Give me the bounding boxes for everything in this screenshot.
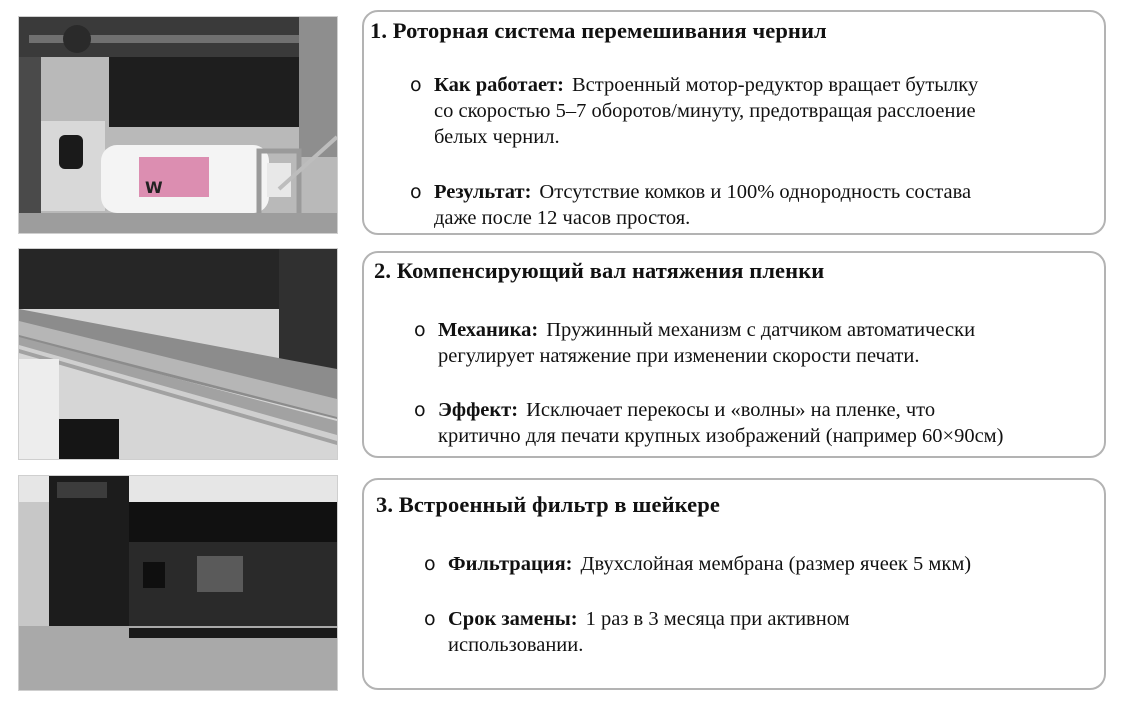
- item-text: использовании.: [448, 634, 584, 656]
- tension-roller-photo: [18, 248, 338, 460]
- item-text: даже после 12 часов простоя.: [434, 207, 691, 229]
- list-item: [424, 551, 972, 577]
- item-text: 1 раз в 3 месяца при активном: [585, 608, 850, 630]
- section-card-tension-roller: [362, 251, 1106, 458]
- item-text: Встроенный мотор-редуктор вращает бутылку: [571, 74, 979, 96]
- section-title: 1. Роторная система перемешивания чернил: [370, 18, 827, 43]
- list-item: [410, 179, 972, 231]
- item-text: Пружинный механизм с датчиком автоматически: [546, 319, 976, 341]
- item-text: Исключает перекосы и «волны» на пленке, что: [526, 399, 936, 421]
- item-label: Механика:: [438, 319, 539, 341]
- item-text: белых чернил.: [434, 126, 560, 148]
- bullet-icon: o: [410, 74, 422, 96]
- section-card-rotor-mixing: [362, 10, 1106, 235]
- bullet-icon: o: [414, 399, 426, 421]
- item-label: Фильтрация:: [448, 553, 573, 575]
- item-text: Двухслойная мембрана (размер ячеек 5 мкм): [580, 553, 972, 575]
- item-text: Отсутствие комков и 100% однородность состава: [539, 181, 972, 203]
- list-item: [410, 72, 979, 150]
- section-card-shaker-filter: [362, 478, 1106, 690]
- item-label: Срок замены:: [448, 608, 578, 630]
- list-item: [424, 606, 850, 658]
- item-text: со скоростью 5–7 оборотов/минуту, предотвращая расслоение: [434, 100, 976, 122]
- shaker-filter-photo: [18, 475, 338, 691]
- section-title: 3. Встроенный фильтр в шейкере: [376, 492, 720, 517]
- section-title: 2. Компенсирующий вал натяжения пленки: [374, 258, 825, 283]
- bullet-icon: o: [410, 181, 422, 203]
- list-item: [414, 397, 1004, 449]
- item-label: Результат:: [434, 181, 532, 203]
- item-text: регулирует натяжение при изменении скорости печати.: [438, 345, 920, 367]
- bottle-label-text: W: [145, 178, 163, 197]
- list-item: [414, 317, 976, 369]
- item-label: Эффект:: [438, 399, 519, 421]
- item-label: Как работает:: [434, 74, 564, 96]
- bullet-icon: o: [424, 608, 436, 630]
- ink-mixer-photo: [18, 16, 338, 234]
- bullet-icon: o: [424, 553, 436, 575]
- item-text: критично для печати крупных изображений (например 60×90см): [438, 425, 1004, 447]
- bullet-icon: o: [414, 319, 426, 341]
